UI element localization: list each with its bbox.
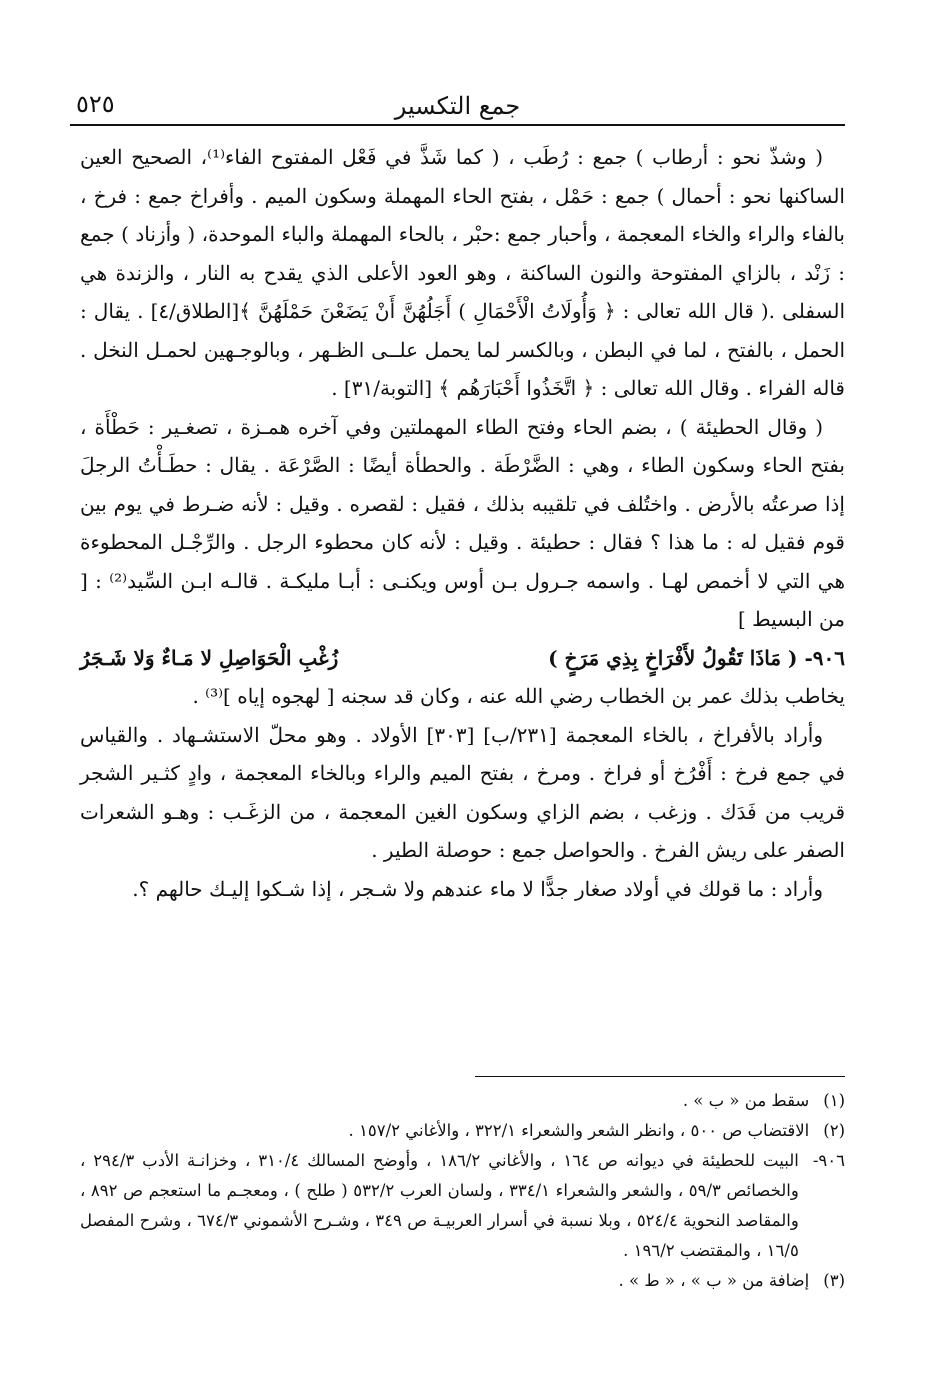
paragraph: ( وشذّ نحو : أرطاب ) جمع : رُطَب ، ( كما شَذَّ في فَعْل المفتوح الفاء⁽¹⁾، الصحيح العين الساكنها نحو : أحمال ) جمع : حَمْل ، بفتح الحاء المهملة وسكون الميم . وأفراخ جمع : فرخ ، بالفاء والراء والخاء المعجمة ، وأحبار جمع :حبْر ، بالحاء المهملة والباء الموحدة، ( وأزناد ) جمع : زَنْد ، بالزاي المفتوحة والنون الساكنة ، وهو العود الأعلى الذي يقدح به النار ، والزندة هي السفلى .( قال الله تعالى : ﴿ وَأُولَاتُ الْأَحْمَالِ ) أَجَلُهُنَّ أَنْ يَضَعْنَ حَمْلَهُنَّ ﴾[الطلاق/٤] . يقال : الحمل ، بالفتح ، لما في البطن ، وبالكسر لما يحمل علــى الظـهر ، وبالوجـهين لحمـل النخل . قاله الفراء . وقال الله تعالى : ﴿ اتَّخَذُوا أَحْبَارَهُم ﴾ [التوبة/٣١] .: [80, 145, 846, 400]
footnote-number: ٩٠٦-: [812, 1151, 845, 1170]
page-number: ٥٢٥: [76, 90, 115, 118]
footnote-rule: [475, 1076, 845, 1077]
footnote-text: إضافة من « ب » ، « ط » .: [618, 1271, 810, 1290]
paragraph: وأراد : ما قولك في أولاد صغار جدًّا لا ماء عندهم ولا شـجر ، إذا شـكوا إليـك حالهم ؟.: [132, 876, 823, 901]
paragraph: يخاطب بذلك عمر بن الخطاب رضي الله عنه ، وكان قد سجنه [ لهجوه إياه ]⁽³⁾ .: [192, 684, 845, 708]
header-rule: [70, 124, 845, 126]
main-text: [80, 138, 845, 908]
verse-first-half: ٩٠٦- ( مَاذَا تَقُولُ لأَفْرَاخٍ بِذِي مَرَخٍ ): [548, 645, 845, 670]
footnote: [80, 1086, 845, 1116]
footnote-text: سقط من « ب » .: [682, 1091, 810, 1110]
poetry-verse: [80, 639, 845, 678]
verse-second-half: زُغْبِ الْحَوَاصِلِ لا مَـاءٌ وَلا شَـجَرُ: [80, 645, 339, 670]
footnotes: [80, 1086, 845, 1296]
footnote: [80, 1116, 845, 1146]
footnote-number: (١): [823, 1091, 845, 1110]
footnote-text: البيت للحطيئة في ديوانه ص ١٦٤ ، والأغاني ١٨٦/٢ ، وأوضح المسالك ٣١٠/٤ ، وخزانـة الأدب ٢٩٤/٣ ، والخصائص ٥٩/٣ ، والشعر والشعراء ٣٣٤/١ ، ولسان العرب ٥٣٢/٢ ( طلح ) ، ومعجـم ما استعجم ص ٨٩٢ ، والمقاصد النحوية ٥٢٤/٤ ، وبلا نسبة في أسرار العربيـة ص ٣٤٩ ، وشـرح الأشموني ٦٧٤/٣ ، وشرح المفصل ١٦/٥ ، والمقتضب ١٩٦/٢ .: [80, 1151, 799, 1260]
page-header: [70, 90, 845, 126]
footnote: [80, 1146, 845, 1266]
running-title: جمع التكسير: [394, 92, 521, 120]
paragraph: وأراد بالأفراخ ، بالخاء المعجمة [٢٣١/ب] [٣٠٣] الأولاد . وهو محلّ الاستشـهاد . والقياس في جمع فرخ : أَفْرُخ أو فراخ . ومرخ ، بفتح الميم والراء وبالخاء المعجمة ، وادٍ كثـير الشجر قريب من فَدَك . وزغب ، بضم الزاي وسكون الغين المعجمة ، من الزغَـب : وهـو الشعرات الصفر على ريش الفرخ . والحواصل جمع : حوصلة الطير .: [80, 722, 845, 862]
footnote: [80, 1266, 845, 1296]
paragraph: ( وقال الحطيئة ) ، بضم الحاء وفتح الطاء المهملتين وفي آخره همـزة ، تصغـير : حَطْأَة ، بفتح الحاء وسكون الطاء ، وهي : الضَّرْطَة . والحطأة أيضًا : الصَّرْعَة . يقال : حطَـأْتُ الرجلَ إذا صرعتُه بالأرض . واختُلف في تلقيبه بذلك ، فقيل : لقصره . وقيل : لأنه ضـرط في يوم بين قوم فقيل له : ما هذا ؟ فقال : حطيئة . وقيل : لأنه كان محطوء الرجل . والرِّجْـل المحطوءة هي التي لا أخمص لهـا . واسمه جـرول بـن أوس ويكنـى : أبـا مليكـة . قالـه ابـن السِّيد⁽²⁾ : [ من البسيط ]: [80, 414, 846, 631]
footnote-number: (٣): [823, 1271, 845, 1290]
footnote-text: الاقتضاب ص ٥٠٠ ، وانظر الشعر والشعراء ٣٢٢/١ ، والأغاني ١٥٧/٢ .: [348, 1121, 810, 1140]
footnote-number: (٢): [823, 1121, 845, 1140]
